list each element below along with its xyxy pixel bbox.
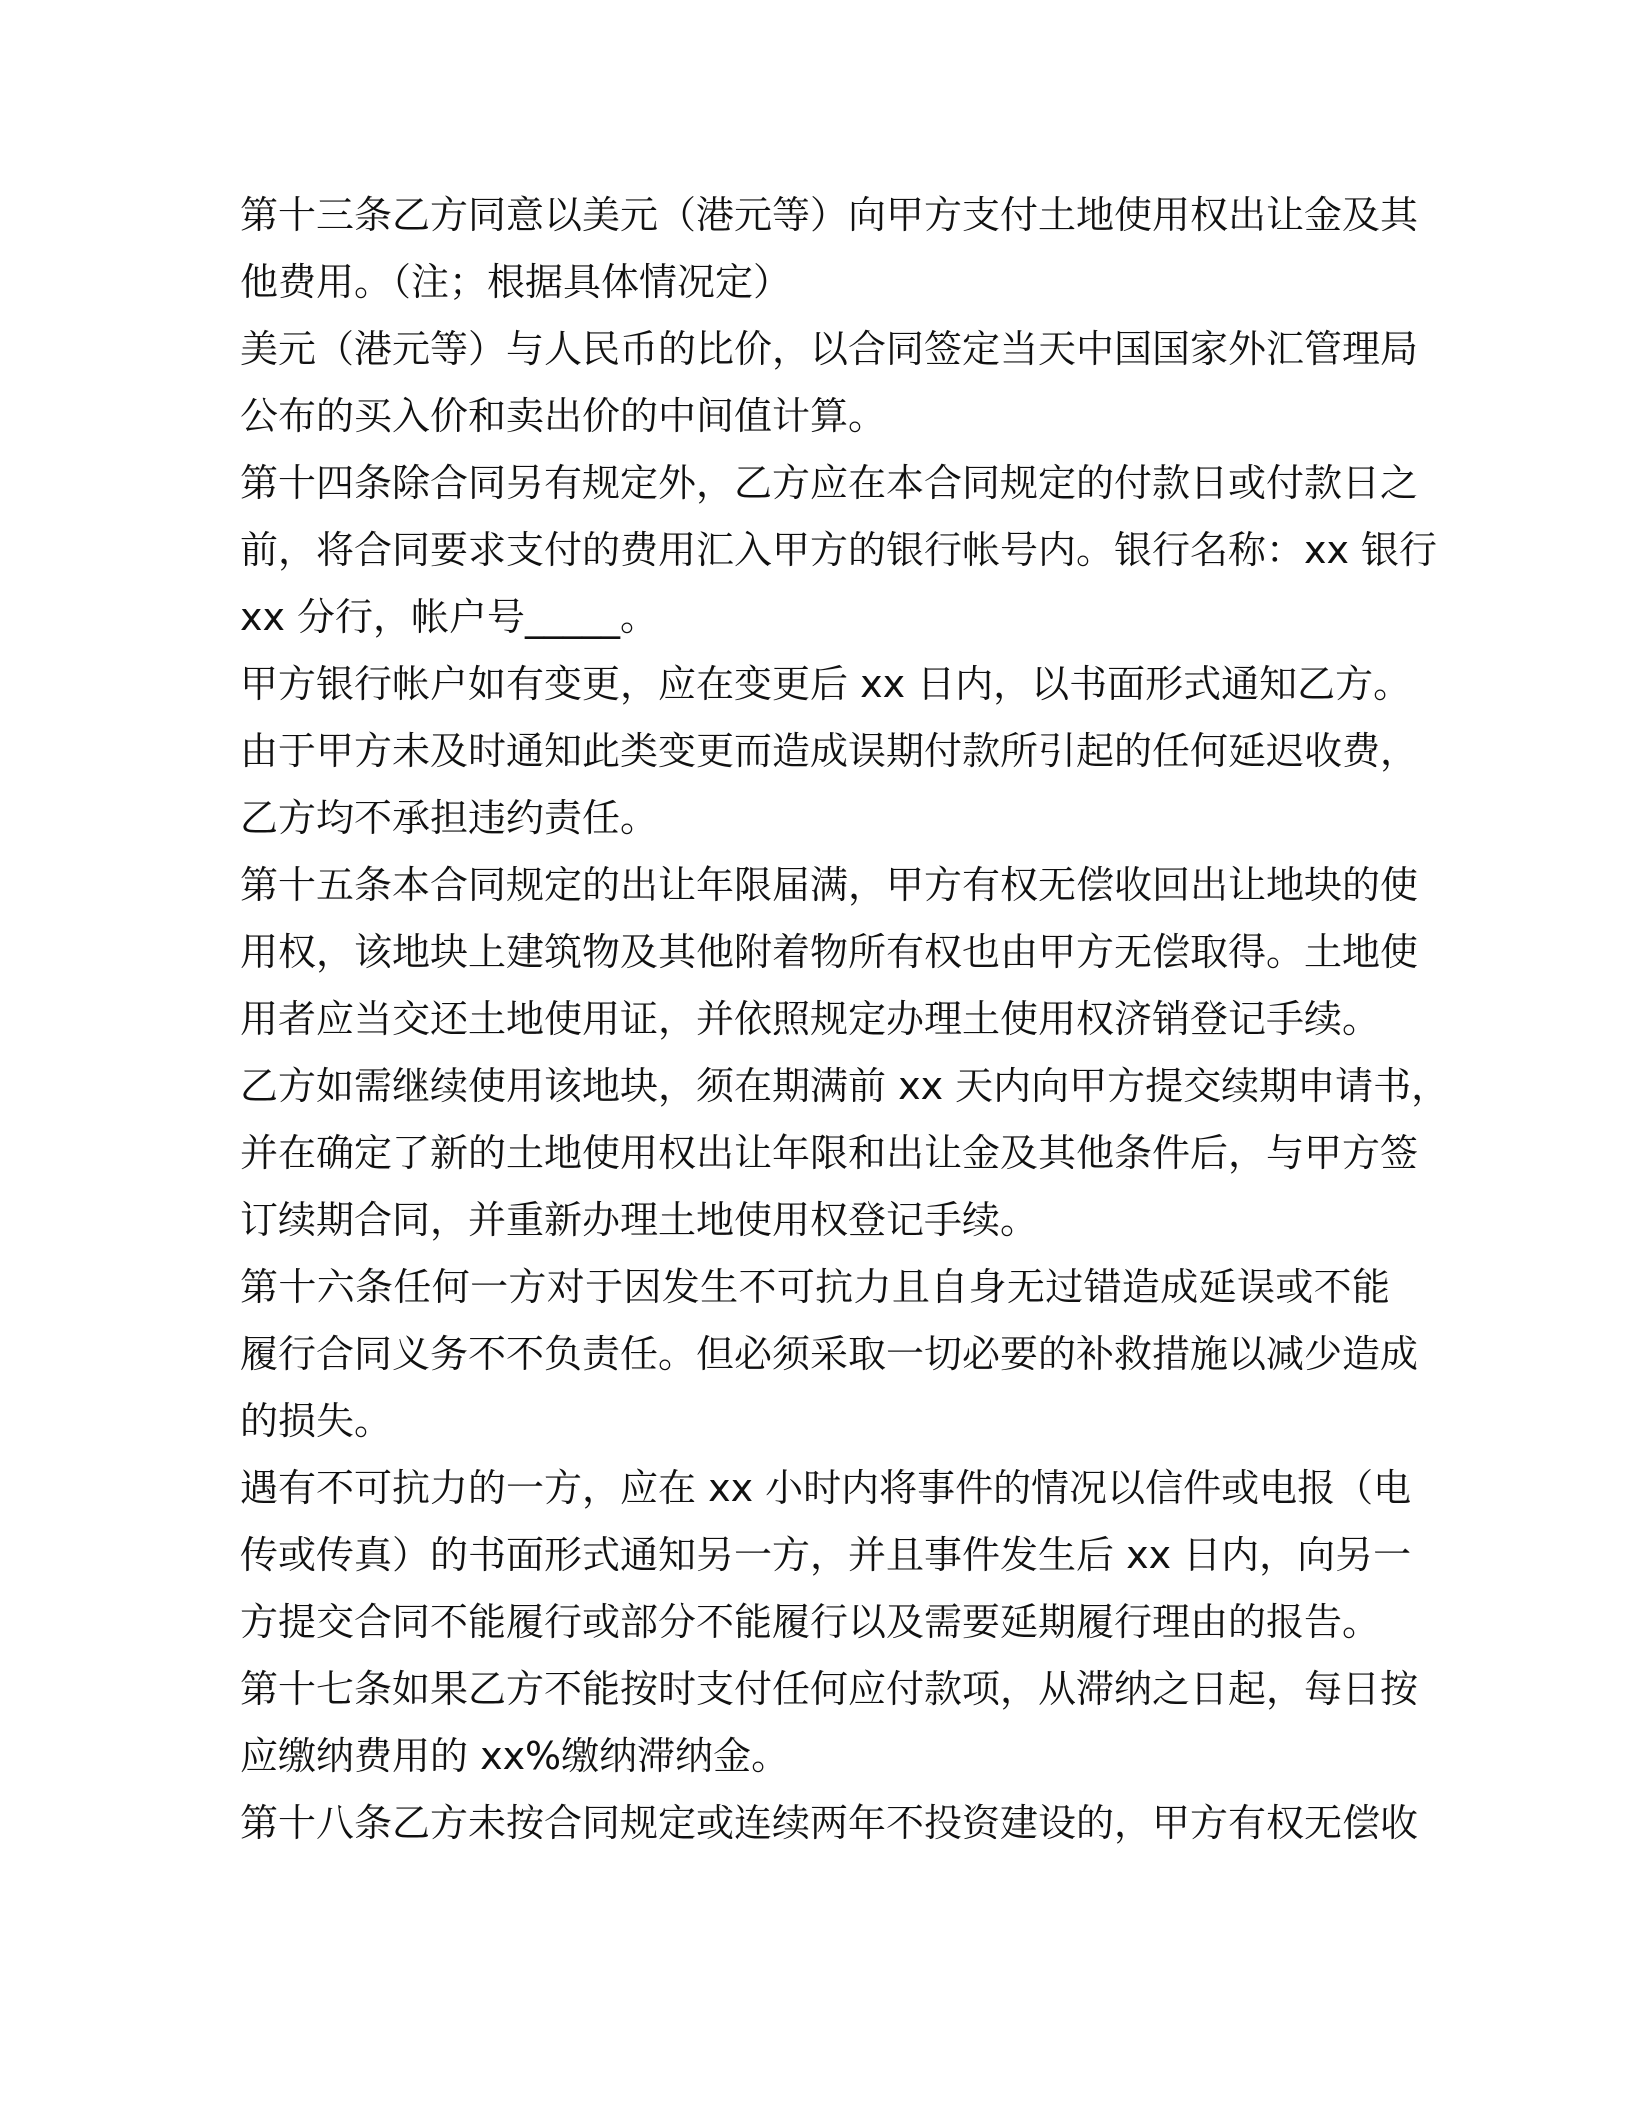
document-body — [240, 182, 1450, 1857]
text-line: 美元（港元等）与人民币的比价，以合同签定当天中国国家外汇管理局 — [240, 327, 1419, 371]
text-line: 他费用。（注；根据具体情况定） — [240, 260, 792, 304]
text-line: 用者应当交还土地使用证，并依照规定办理土使用权济销登记手续。 — [240, 997, 1381, 1041]
text-line: 乙方如需继续使用该地块，须在期满前 xx 天内向甲方提交续期申请书， — [240, 1064, 1450, 1108]
text-line: 传或传真）的书面形式通知另一方，并且事件发生后 xx 日内，向另一 — [240, 1533, 1412, 1577]
text-line: 第十六条任何一方对于因发生不可抗力且自身无过错造成延误或不能 — [240, 1265, 1390, 1309]
text-line: 公布的买入价和卖出价的中间值计算。 — [240, 394, 887, 438]
text-line: 用权，该地块上建筑物及其他附着物所有权也由甲方无偿取得。土地使 — [240, 930, 1419, 974]
text-line: 乙方均不承担违约责任。 — [240, 796, 659, 840]
text-line: 由于甲方未及时通知此类变更而造成误期付款所引起的任何延迟收费， — [240, 729, 1419, 773]
text-line: 第十七条如果乙方不能按时支付任何应付款项，从滞纳之日起，每日按 — [240, 1667, 1419, 1711]
text-line: 遇有不可抗力的一方，应在 xx 小时内将事件的情况以信件或电报（电 — [240, 1466, 1412, 1510]
text-line: 第十五条本合同规定的出让年限届满，甲方有权无偿收回出让地块的使 — [240, 863, 1419, 907]
text-line: xx 分行，帐户号_____。 — [240, 595, 659, 639]
text-line: 的损失。 — [240, 1399, 393, 1443]
text-line: 方提交合同不能履行或部分不能履行以及需要延期履行理由的报告。 — [240, 1600, 1381, 1644]
text-line: 第十三条乙方同意以美元（港元等）向甲方支付土地使用权出让金及其 — [240, 193, 1419, 237]
text-line: 订续期合同，并重新办理土地使用权登记手续。 — [240, 1198, 1039, 1242]
text-line: 第十四条除合同另有规定外，乙方应在本合同规定的付款日或付款日之 — [240, 461, 1419, 505]
text-line: 第十八条乙方未按合同规定或连续两年不投资建设的，甲方有权无偿收 — [240, 1801, 1419, 1845]
text-line: 甲方银行帐户如有变更，应在变更后 xx 日内，以书面形式通知乙方。 — [240, 662, 1412, 706]
text-line: 履行合同义务不不负责任。但必须采取一切必要的补救措施以减少造成 — [240, 1332, 1419, 1376]
text-line: 并在确定了新的土地使用权出让年限和出让金及其他条件后，与甲方签 — [240, 1131, 1419, 1175]
text-line: 应缴纳费用的 xx%缴纳滞纳金。 — [240, 1734, 790, 1778]
text-line: 前，将合同要求支付的费用汇入甲方的银行帐号内。银行名称：xx 银行 — [240, 528, 1438, 572]
